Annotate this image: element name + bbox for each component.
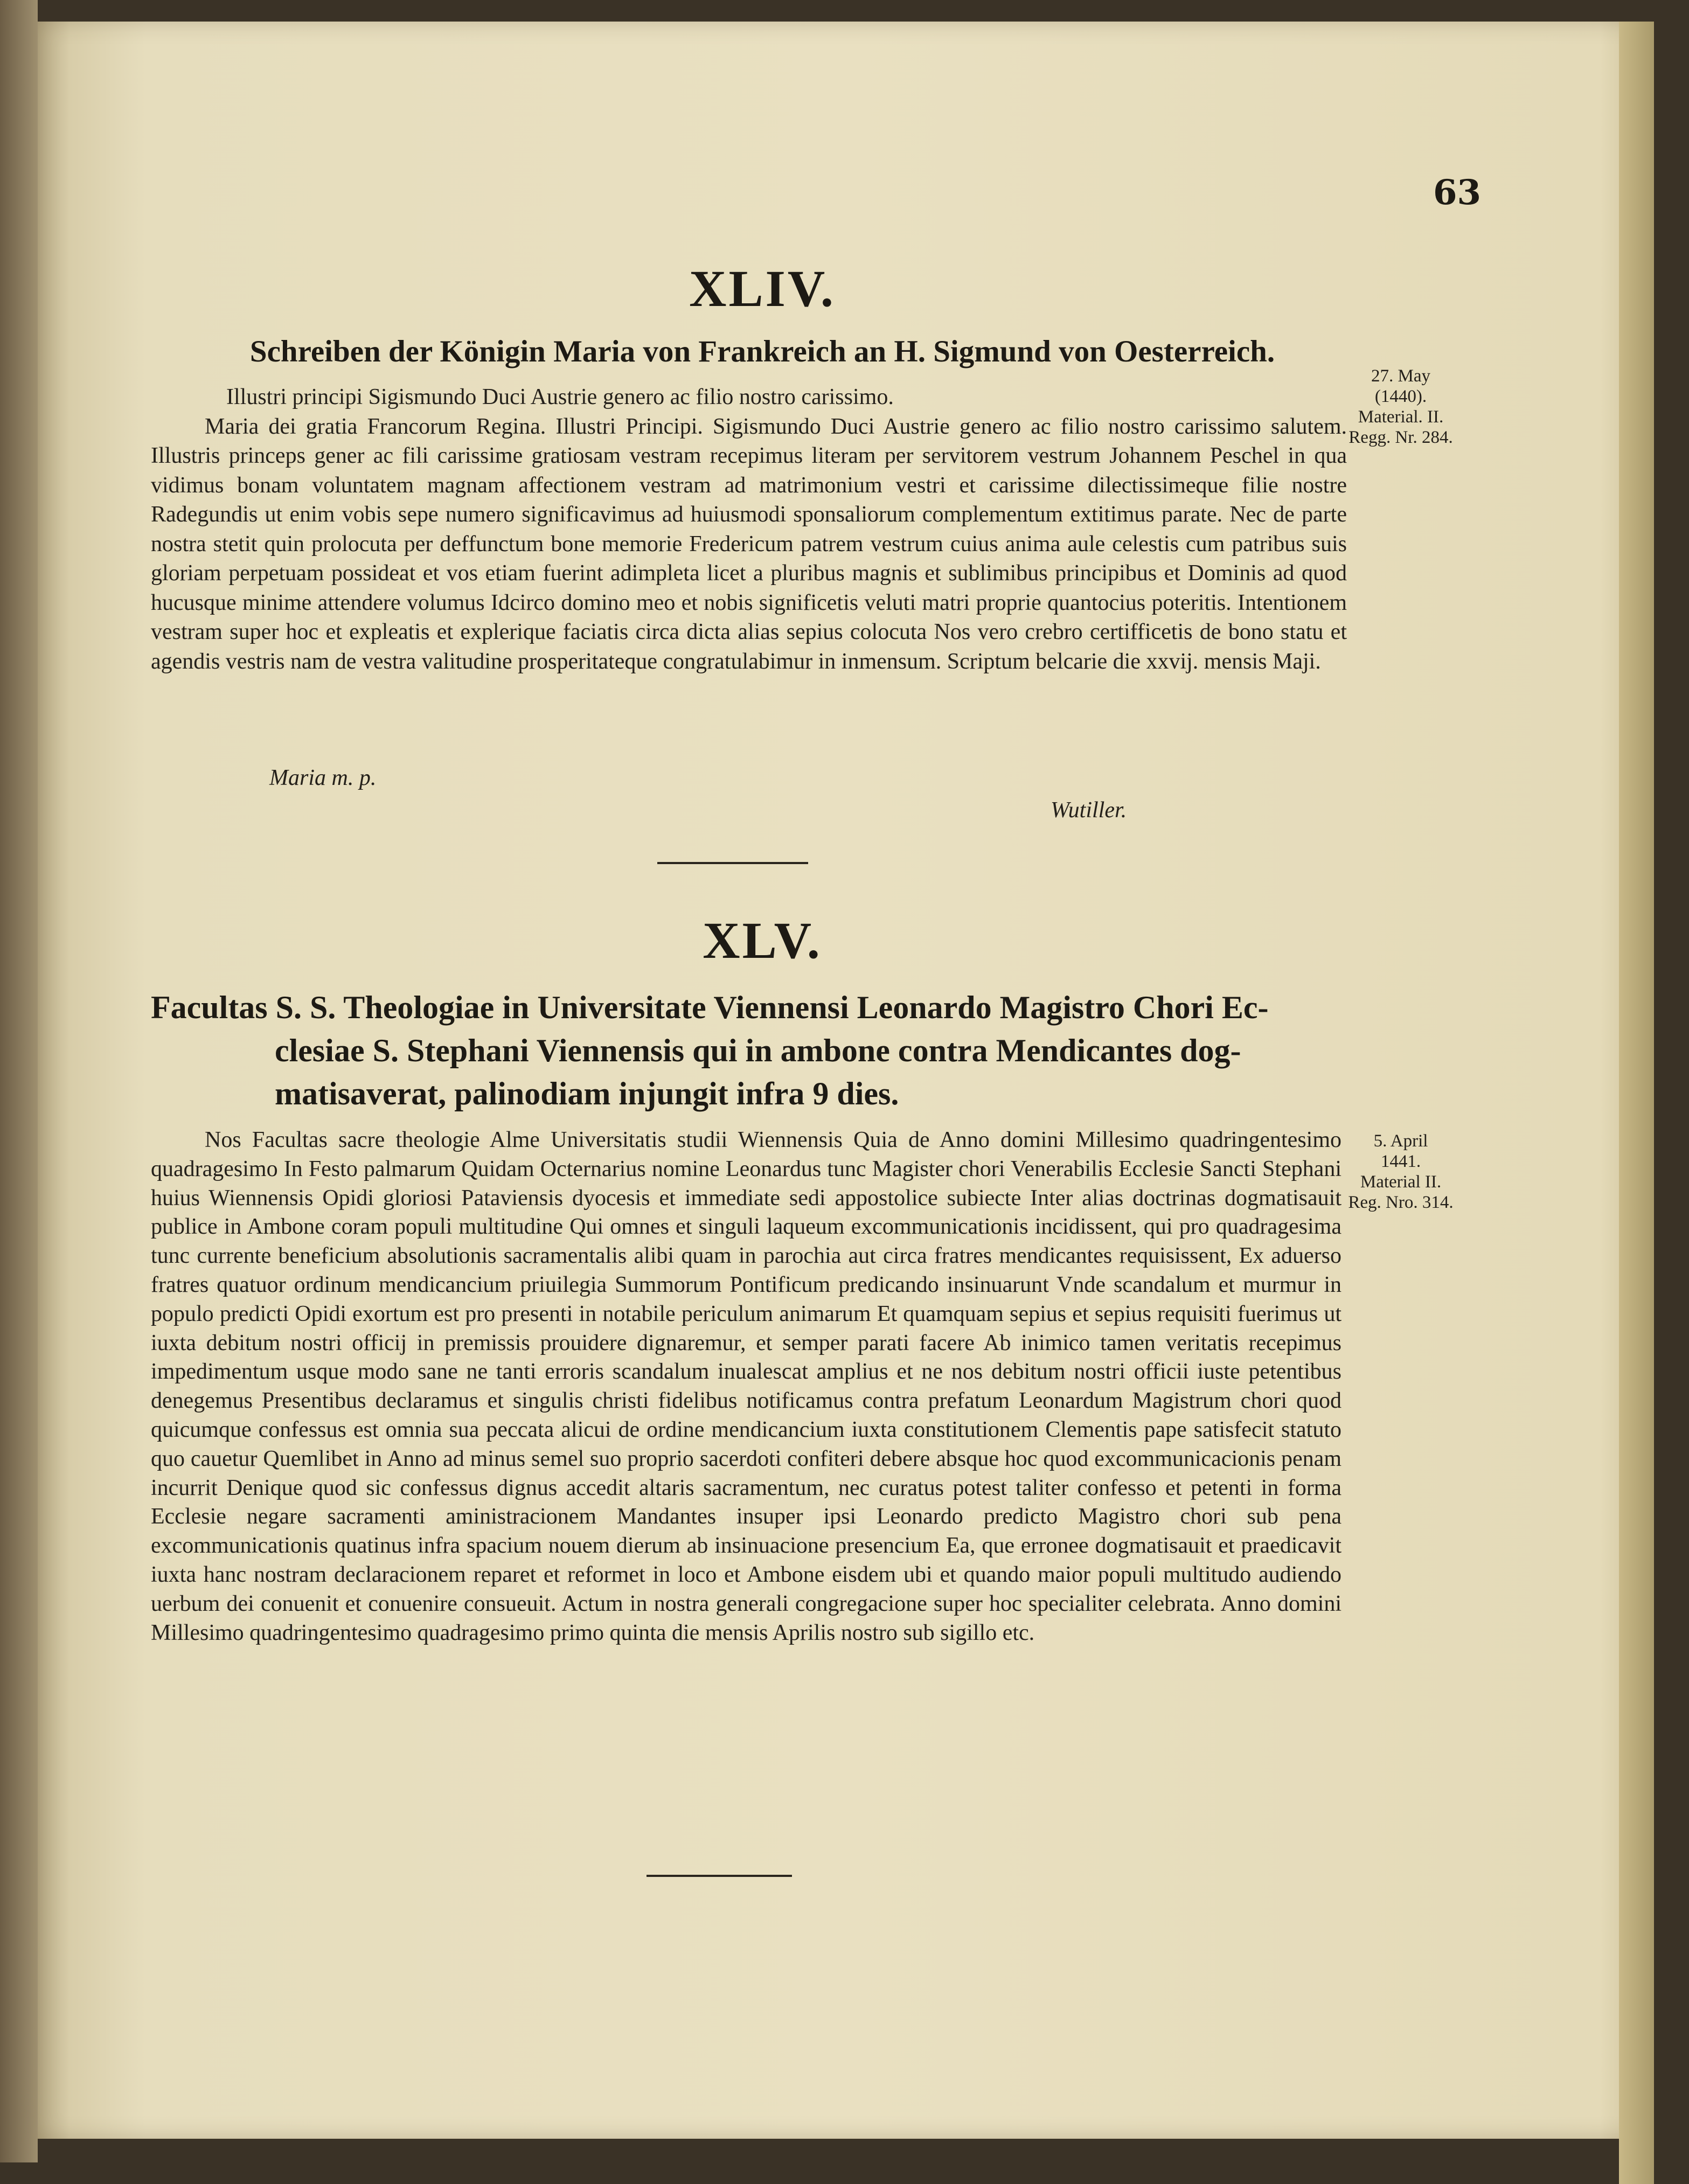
- document-title-44: Schreiben der Königin Maria von Frankreich an H. Sigmund von Oesterreich.: [249, 335, 1275, 368]
- margin-note-44-year: (1440).: [1374, 386, 1427, 406]
- section-divider-2: [647, 1875, 792, 1877]
- book-spine: [0, 0, 38, 2162]
- document-title-45: [151, 986, 1379, 1115]
- margin-note-44-date: 27. May: [1371, 366, 1430, 386]
- document-title-45-line3: matisaverat, palinodiam injungit infra 9 dies.: [275, 1076, 899, 1111]
- margin-note-45: [1331, 1131, 1471, 1213]
- page-edge: [1619, 22, 1654, 2184]
- document-title-45-line2: clesiae S. Stephani Viennensis qui in ambone contra Mendicantes dog-: [275, 1033, 1241, 1068]
- margin-note-45-date: 5. April: [1373, 1131, 1428, 1151]
- margin-note-45-year: 1441.: [1380, 1151, 1421, 1171]
- document-body-44: [151, 382, 1347, 676]
- document-heading-45: XLV.: [703, 912, 822, 969]
- section-divider-1: [657, 862, 808, 864]
- document-address-44: Illustri principi Sigismundo Duci Austrie genero ac filio nostro carissimo.: [226, 385, 894, 409]
- margin-note-45-number: Reg. Nro. 314.: [1348, 1192, 1454, 1212]
- page-number: 63: [1433, 172, 1482, 213]
- margin-note-44: [1331, 366, 1471, 448]
- document-heading-44: XLIV.: [689, 260, 836, 317]
- margin-note-44-number: Regg. Nr. 284.: [1349, 427, 1453, 447]
- document-title-45-line1: Facultas S. S. Theologiae in Universitate Viennensi Leonardo Magistro Chori Ec-: [151, 990, 1269, 1025]
- margin-note-45-source: Material II.: [1360, 1172, 1442, 1192]
- document-body-45: [151, 1126, 1342, 1647]
- book-page: [38, 22, 1654, 2139]
- document-text-44: Maria dei gratia Francorum Regina. Illustri Principi. Sigismundo Duci Austrie genero ac filio nostro carissimo salutem. Illustris princeps gener ac fili carissime gratiosam vestram recepimus literam per servitorem vestrum Johannem Peschel in qua vidimus bonam voluntatem magnam affectionem vestram ad matrimonium vestri et carissime dilectissimeque filie nostre Radegundis ut enim vobis sepe numero significavimus ad huiusmodi sponsaliorum complementum extitimus parate. Nec de parte nostra stetit quin prolocuta per deffunctum bone memorie Fredericum patrem vestrum cuius anima aule celestis cum patribus suis gloriam perpetuam possideat et vos etiam fuerint adimpleta licet a pluribus magnis et sublimibus principibus et Dominis ad quod hucusque minime attendere volumus Idcirco domino meo et nobis significetis veluti matri proprie quantocius poteritis. Intentionem vestram super hoc et expleatis et explerique faciatis circa dicta alias sepius colocuta Nos vero crebro certifficetis de bono statu et agendis vestris nam de vestra valitudine prosperitateque congratulabimur in inmensum. Scriptum belcarie die xxvij. mensis Maji.: [151, 414, 1347, 674]
- document-text-45: Nos Facultas sacre theologie Alme Universitatis studii Wiennensis Quia de Anno domini Millesimo quadringentesimo quadragesimo In Festo palmarum Quidam Octernarius nomine Leonardus tunc Magister chori Venerabilis Ecclesie Sancti Stephani huius Wiennensis Opidi gloriosi Pataviensis dyocesis et immediate sedi appostolice subiecte Inter alias doctrinas dogmatisauit publice in Ambone coram populi multitudine Qui omnes et singuli laqueum excommunicationis incidissent, qui pro quadragesima tunc currente beneficium absolutionis sacramentalis alibi quam in parochia aut circa fratres mendicantes requisissent, Ex aduerso fratres quatuor ordinum mendicancium priuilegia Summorum Pontificum predicando insinuarunt Vnde scandalum et murmur in populo predicti Opidi exortum est pro presenti in notabile periculum animarum Et quamquam sepius et sepius requisiti fuerimus ut iuxta debitum nostri officij in premissis prouidere dignaremur, et semper parati facere Ab inimico tamen veritatis recepimus impedimentum usque modo sane ne tanti erroris scandalum inualescat amplius et ne nos debitum nostri officii iuste petentibus denegemus Presentibus declaramus et singulis christi fidelibus notificamus contra prefatum Leonardum Magistrum chori quod quicumque confessus est omnia sua peccata alicui de ordine mendicancium iuxta constitutionem Clementis pape satisfecit statuto quo cauetur Quemlibet in Anno ad minus semel suo proprio sacerdoti confiteri debere absque hoc quod excommunicacionis penam incurrit Denique quod sic confessus dignus accedit altaris sacramentum, nec curatus potest taliter confesso et petenti in forma Ecclesie negare sacramenti aministracionem Mandantes insuper ipsi Leonardo predicto Magistro chori sub pena excommunicationis quatinus infra spacium nouem dierum ab insinuacione presencium Ea, que erronee dogmatisauit et praedicavit iuxta hanc nostram declaracionem reparet et reformet in loco et Ambone eisdem ubi et quando maior populi multitudo audiendo uerbum dei conuenit et conuenire consueuit. Actum in nostra generali congregacione super hoc specialiter celebrata. Anno domini Millesimo quadringentesimo quadragesimo primo quinta die mensis Aprilis nostro sub sigillo etc.: [151, 1128, 1342, 1645]
- signature-left: Maria m. p.: [269, 766, 377, 790]
- margin-note-44-source: Material. II.: [1358, 407, 1444, 427]
- signature-right: Wutiller.: [1051, 798, 1127, 823]
